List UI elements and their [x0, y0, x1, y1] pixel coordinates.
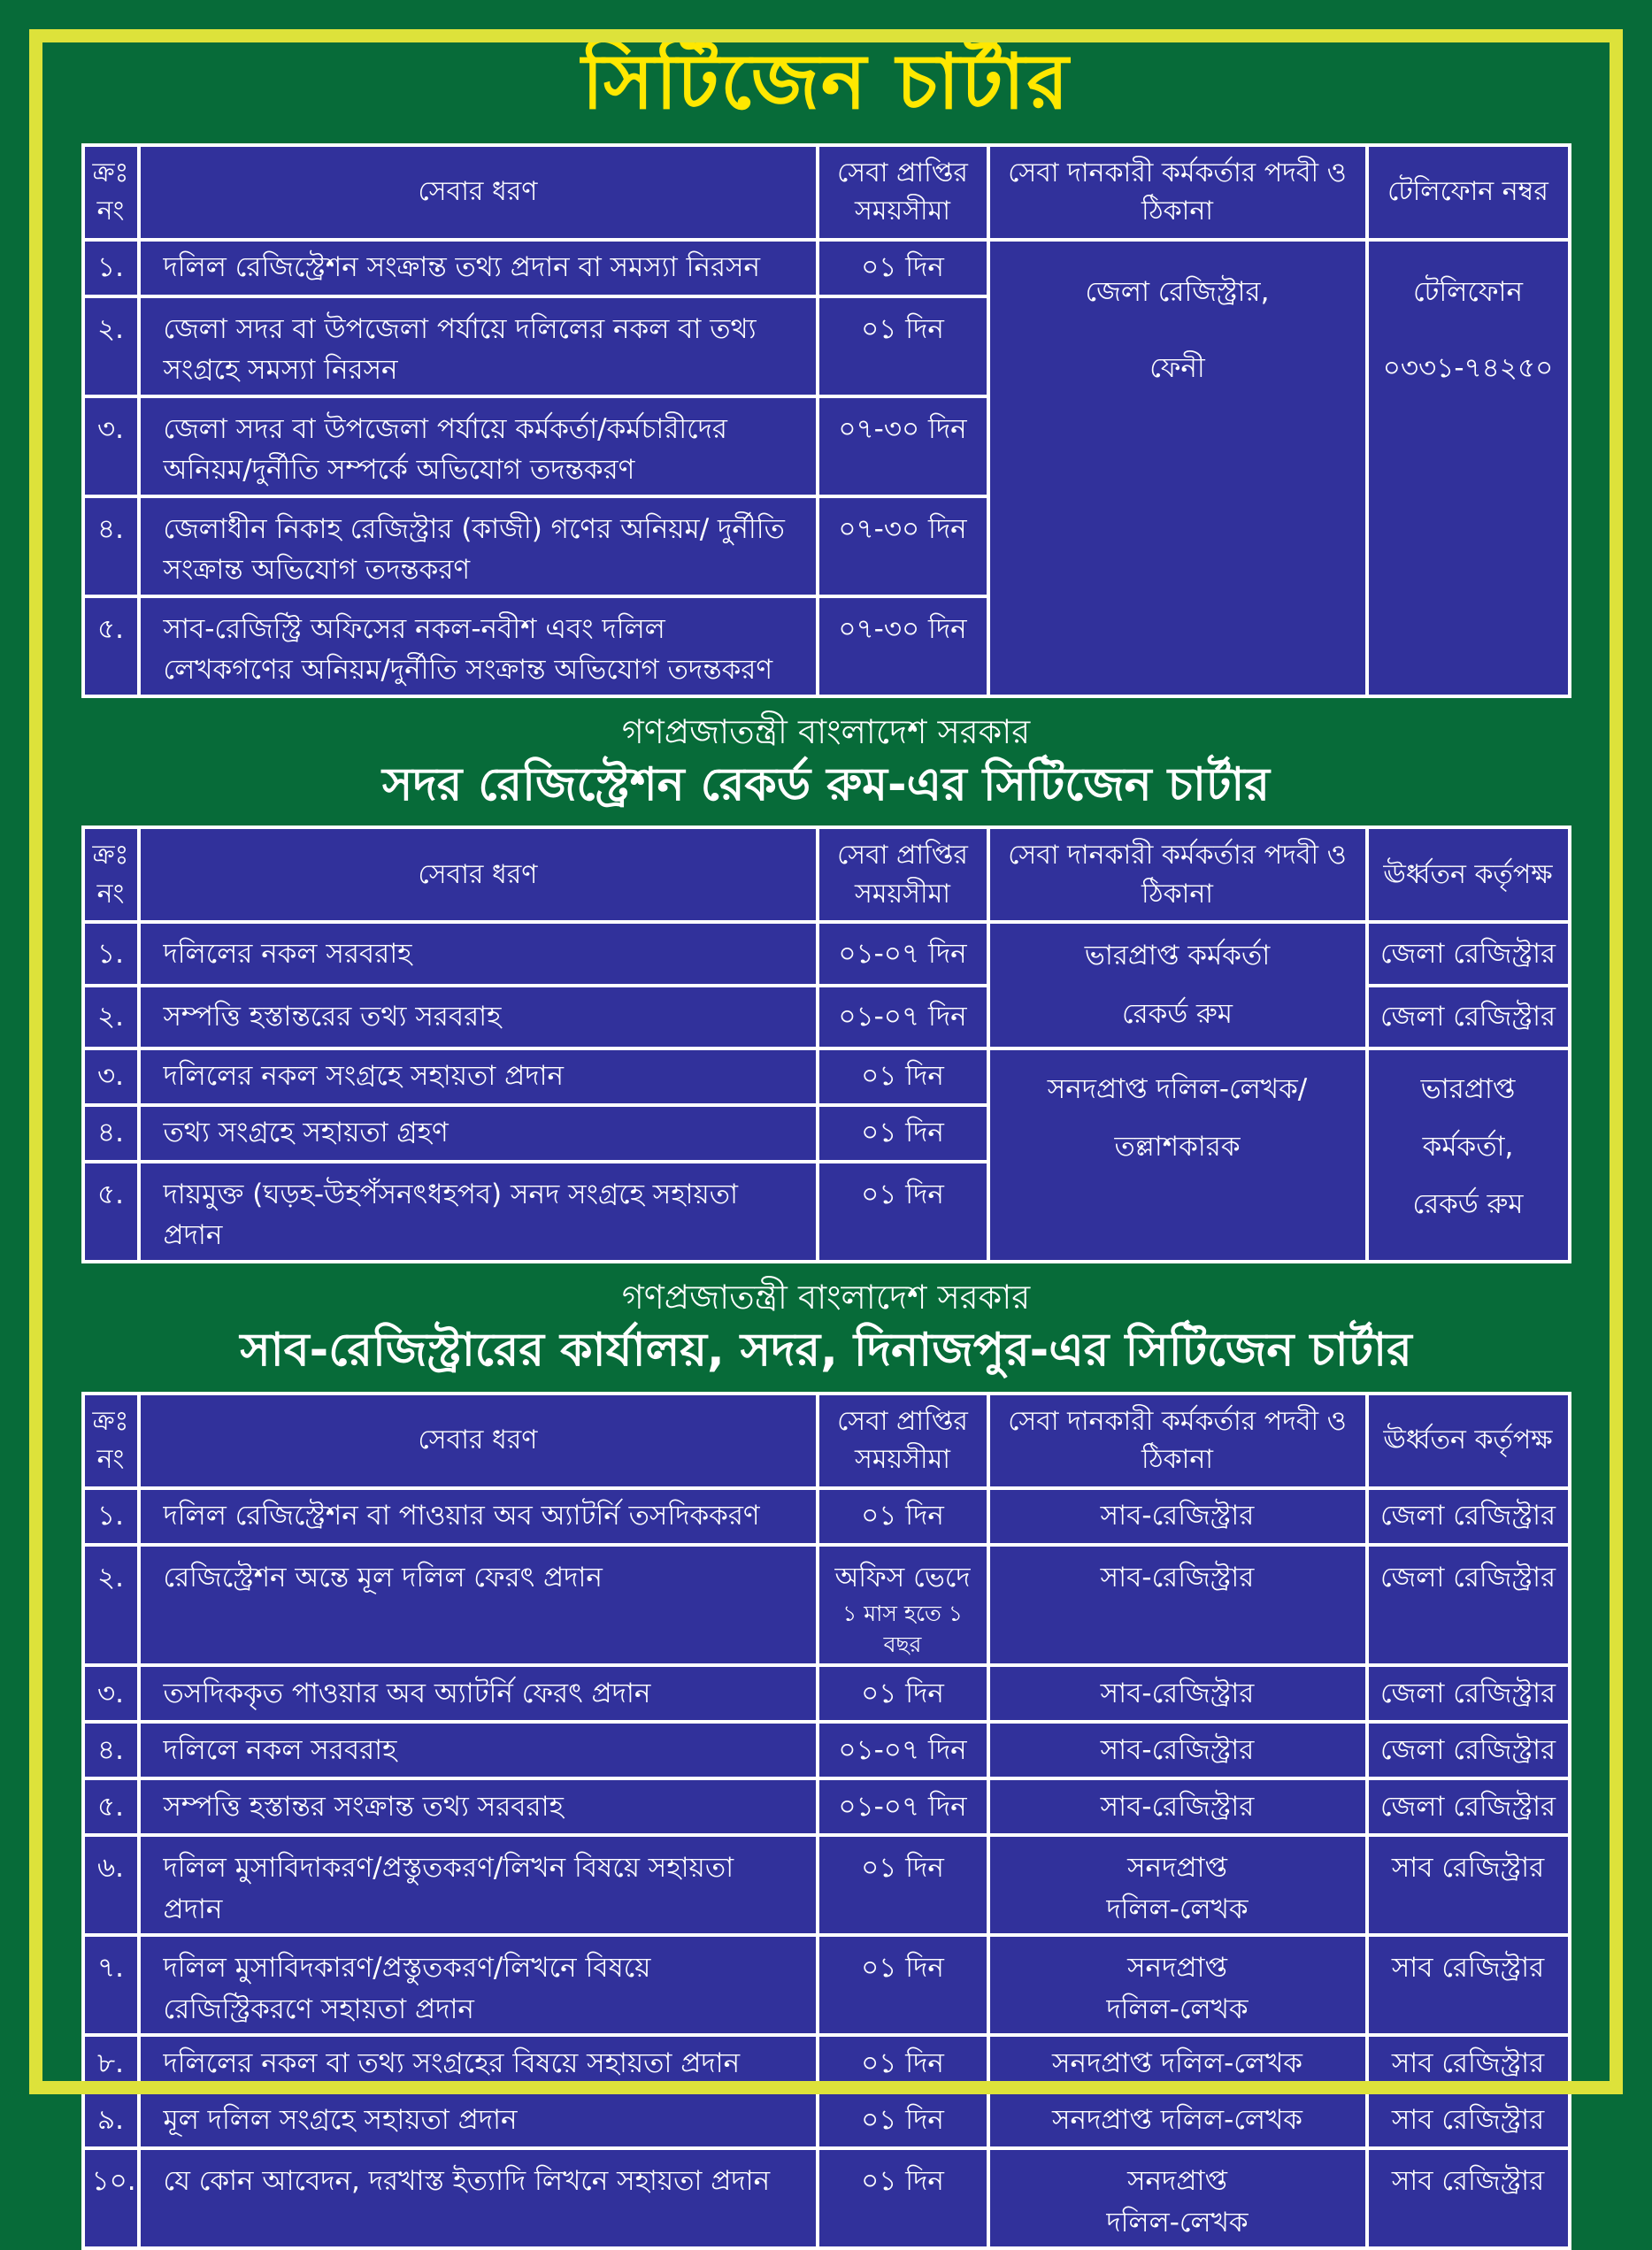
officer-cell: সনদপ্রাপ্ত দলিল-লেখক	[988, 2092, 1367, 2148]
page-title: সিটিজেন চার্টার	[581, 38, 1071, 127]
serial-cell: ২.	[83, 296, 139, 396]
time-cell: ০১-০৭ দিন	[818, 1778, 988, 1835]
time-cell: ০১ দিন	[818, 1935, 988, 2035]
officer-line1: সনদপ্রাপ্ত	[1127, 2165, 1227, 2198]
time-cell: ০৭-৩০ দিন	[818, 596, 988, 696]
serial-cell: ৬.	[83, 1835, 139, 1935]
authority-cell: জেলা রেজিস্ট্রার	[1367, 1545, 1570, 1666]
table-row	[83, 2092, 1570, 2148]
header-service-type: সেবার ধরণ	[139, 145, 818, 240]
service-cell: দলিল রেজিস্ট্রেশন সংক্রান্ত তথ্য প্রদান বা সমস্যা নিরসন	[139, 240, 818, 296]
officer-line1: জেলা রেজিস্ট্রার,	[1085, 275, 1270, 308]
serial-cell: ২.	[83, 1545, 139, 1666]
officer-line2: রেকর্ড রুম	[1122, 997, 1233, 1030]
officer-cell: সাব-রেজিস্ট্রার	[988, 1665, 1367, 1722]
header-service-type: সেবার ধরণ	[139, 1394, 818, 1488]
service-cell: সাব-রেজিস্ট্রি অফিসের নকল-নবীশ এবং দলিল লেখকগণের অনিয়ম/দুর্নীতি সংক্রান্ত অভিযোগ তদন্তকরণ	[139, 596, 818, 696]
table-header-row	[83, 1394, 1570, 1488]
time-cell: ০১ দিন	[818, 1488, 988, 1545]
service-cell: দলিল মুসাবিদাকরণ/প্রস্তুতকরণ/লিখন বিষয়ে সহায়তা প্রদান	[139, 1835, 818, 1935]
serial-cell: ৩.	[83, 396, 139, 496]
service-cell: দলিলের নকল সরবরাহ	[139, 922, 818, 985]
officer-line2: তল্লাশকারক	[1114, 1130, 1241, 1163]
table-row	[83, 2035, 1570, 2092]
table-row	[83, 1935, 1570, 2035]
service-cell: দলিলের নকল সংগ্রহে সহায়তা প্রদান	[139, 1048, 818, 1105]
officer-cell: সাব-রেজিস্ট্রার	[988, 1545, 1367, 1666]
service-cell: দলিল মুসাবিদকারণ/প্রস্তুতকরণ/লিখনে বিষয়ে রেজিস্ট্রিকরণে সহায়তা প্রদান	[139, 1935, 818, 2035]
telephone-span-cell	[1367, 240, 1570, 696]
authority-cell: জেলা রেজিস্ট্রার	[1367, 1665, 1570, 1722]
service-cell: রেজিস্ট্রেশন অন্তে মূল দলিল ফেরৎ প্রদান	[139, 1545, 818, 1666]
time-cell: ০৭-৩০ দিন	[818, 496, 988, 596]
header-officer-designation: সেবা দানকারী কর্মকর্তার পদবী ও ঠিকানা	[988, 827, 1367, 922]
table-record-room	[81, 826, 1571, 1263]
serial-cell: ৩.	[83, 1048, 139, 1105]
section-sub-registrar-heading	[0, 1276, 1652, 1381]
authority-cell: জেলা রেজিস্ট্রার	[1367, 986, 1570, 1048]
service-cell: সম্পত্তি হস্তান্তর সংক্রান্ত তথ্য সরবরাহ	[139, 1778, 818, 1835]
serial-cell: ৯.	[83, 2092, 139, 2148]
time-cell: ০১ দিন	[818, 1835, 988, 1935]
service-cell: জেলা সদর বা উপজেলা পর্যায়ে দলিলের নকল বা তথ্য সংগ্রহে সমস্যা নিরসন	[139, 296, 818, 396]
service-cell: দলিলে নকল সরবরাহ	[139, 1722, 818, 1778]
header-higher-authority: ঊর্ধ্বতন কর্তৃপক্ষ	[1367, 1394, 1570, 1488]
time-line2: ১ মাস হতে ১ বছর	[842, 1601, 963, 1658]
serial-cell: ৮.	[83, 2035, 139, 2092]
table-row	[83, 1488, 1570, 1545]
service-cell: দায়মুক্ত (ঘড়হ-উহপঁসনৎধহপব) সনদ সংগ্রহে সহায়তা প্রদান	[139, 1162, 818, 1262]
time-cell: ০১ দিন	[818, 1162, 988, 1262]
officer-line1: সনদপ্রাপ্ত	[1127, 1852, 1227, 1885]
serial-cell: ৪.	[83, 496, 139, 596]
service-cell: তসদিককৃত পাওয়ার অব অ্যাটর্নি ফেরৎ প্রদান	[139, 1665, 818, 1722]
time-cell	[818, 1545, 988, 1666]
time-cell: ০১-০৭ দিন	[818, 986, 988, 1048]
govt-line: গণপ্রজাতন্ত্রী বাংলাদেশ সরকার	[621, 711, 1031, 751]
header-service-time: সেবা প্রাপ্তির সময়সীমা	[818, 1394, 988, 1488]
serial-cell: ২.	[83, 986, 139, 1048]
header-higher-authority: ঊর্ধ্বতন কর্তৃপক্ষ	[1367, 827, 1570, 922]
time-cell: ০১ দিন	[818, 2148, 988, 2248]
serial-cell: ৫.	[83, 1162, 139, 1262]
table-row	[83, 240, 1570, 296]
time-cell: ০১ দিন	[818, 1665, 988, 1722]
service-cell: তথ্য সংগ্রহে সহায়তা গ্রহণ	[139, 1105, 818, 1162]
table-row	[83, 1778, 1570, 1835]
officer-line1: সনদপ্রাপ্ত দলিল-লেখক/	[1047, 1072, 1308, 1105]
time-cell: ০১ দিন	[818, 296, 988, 396]
service-cell: জেলা সদর বা উপজেলা পর্যায়ে কর্মকর্তা/কর্মচারীদের অনিয়ম/দুর্নীতি সম্পর্কে অভিযোগ তদন্তকরণ	[139, 396, 818, 496]
time-cell: ০১ দিন	[818, 2092, 988, 2148]
govt-line: গণপ্রজাতন্ত্রী বাংলাদেশ সরকার	[621, 1277, 1031, 1317]
officer-span-cell	[988, 1048, 1367, 1262]
table-district-registrar	[81, 143, 1571, 698]
table-row	[83, 1665, 1570, 1722]
time-cell: ০৭-৩০ দিন	[818, 396, 988, 496]
header-service-type: সেবার ধরণ	[139, 827, 818, 922]
officer-cell	[988, 2148, 1367, 2248]
time-cell: ০১-০৭ দিন	[818, 922, 988, 985]
authority-cell: সাব রেজিস্ট্রার	[1367, 2035, 1570, 2092]
time-cell: ০১ দিন	[818, 2035, 988, 2092]
authority-span-cell	[1367, 1048, 1570, 1262]
service-cell: দলিলের নকল বা তথ্য সংগ্রহের বিষয়ে সহায়তা প্রদান	[139, 2035, 818, 2092]
authority-line2: রেকর্ড রুম	[1412, 1187, 1524, 1220]
serial-cell: ৭.	[83, 1935, 139, 2035]
service-cell: মূল দলিল সংগ্রহে সহায়তা প্রদান	[139, 2092, 818, 2148]
telephone-line1: টেলিফোন	[1412, 275, 1524, 308]
table-sub-registrar-office	[81, 1392, 1571, 2250]
table-row	[83, 922, 1570, 985]
service-cell: দলিল রেজিস্ট্রেশন বা পাওয়ার অব অ্যাটর্নি তসদিককরণ	[139, 1488, 818, 1545]
serial-cell: ৪.	[83, 1722, 139, 1778]
section-title: সাব-রেজিস্ট্রারের কার্যালয়, সদর, দিনাজপুর-এর সিটিজেন চার্টার	[240, 1324, 1412, 1378]
header-service-time: সেবা প্রাপ্তির সময়সীমা	[818, 827, 988, 922]
header-officer-designation: সেবা দানকারী কর্মকর্তার পদবী ও ঠিকানা	[988, 145, 1367, 240]
service-cell: যে কোন আবেদন, দরখাস্ত ইত্যাদি লিখনে সহায়তা প্রদান	[139, 2148, 818, 2248]
authority-cell: জেলা রেজিস্ট্রার	[1367, 922, 1570, 985]
serial-cell: ৫.	[83, 596, 139, 696]
table-row	[83, 1545, 1570, 1666]
officer-cell: সনদপ্রাপ্ত দলিল-লেখক	[988, 2035, 1367, 2092]
service-cell: জেলাধীন নিকাহ রেজিস্ট্রার (কাজী) গণের অনিয়ম/ দুর্নীতি সংক্রান্ত অভিযোগ তদন্তকরণ	[139, 496, 818, 596]
officer-line1: সনদপ্রাপ্ত	[1127, 1952, 1227, 1985]
serial-cell: ১.	[83, 1488, 139, 1545]
header-serial: ক্রঃ নং	[83, 145, 139, 240]
officer-line2: দলিল-লেখক	[1106, 1993, 1249, 2025]
serial-cell: ১০.	[83, 2148, 139, 2248]
serial-cell: ১.	[83, 922, 139, 985]
officer-cell	[988, 1835, 1367, 1935]
time-cell: ০১ দিন	[818, 1105, 988, 1162]
service-cell: সম্পত্তি হস্তান্তরের তথ্য সরবরাহ	[139, 986, 818, 1048]
officer-line1: ভারপ্রাপ্ত কর্মকর্তা	[1084, 940, 1271, 972]
time-cell: ০১ দিন	[818, 240, 988, 296]
authority-cell: জেলা রেজিস্ট্রার	[1367, 1778, 1570, 1835]
table-row	[83, 1835, 1570, 1935]
header-telephone: টেলিফোন নম্বর	[1367, 145, 1570, 240]
officer-cell: সাব-রেজিস্ট্রার	[988, 1722, 1367, 1778]
authority-cell: সাব রেজিস্ট্রার	[1367, 1835, 1570, 1935]
authority-cell: জেলা রেজিস্ট্রার	[1367, 1488, 1570, 1545]
authority-cell: সাব রেজিস্ট্রার	[1367, 1935, 1570, 2035]
header-serial: ক্রঃ নং	[83, 1394, 139, 1488]
header-service-time: সেবা প্রাপ্তির সময়সীমা	[818, 145, 988, 240]
header-officer-designation: সেবা দানকারী কর্মকর্তার পদবী ও ঠিকানা	[988, 1394, 1367, 1488]
officer-cell: সাব-রেজিস্ট্রার	[988, 1778, 1367, 1835]
header-serial: ক্রঃ নং	[83, 827, 139, 922]
table-header-row	[83, 827, 1570, 922]
section-record-room-heading	[0, 710, 1652, 816]
officer-span-cell	[988, 240, 1367, 696]
serial-cell: ১.	[83, 240, 139, 296]
officer-span-cell	[988, 922, 1367, 1048]
table-header-row	[83, 145, 1570, 240]
authority-cell: সাব রেজিস্ট্রার	[1367, 2148, 1570, 2248]
authority-line1: ভারপ্রাপ্ত কর্মকর্তা,	[1420, 1072, 1516, 1163]
officer-line2: দলিল-লেখক	[1106, 1893, 1249, 1925]
serial-cell: ৩.	[83, 1665, 139, 1722]
table-row	[83, 1722, 1570, 1778]
serial-cell: ৫.	[83, 1778, 139, 1835]
time-line1: অফিস ভেদে	[834, 1561, 971, 1593]
section-title: সদর রেজিস্ট্রেশন রেকর্ড রুম-এর সিটিজেন চার্টার	[382, 757, 1270, 811]
officer-cell: সাব-রেজিস্ট্রার	[988, 1488, 1367, 1545]
time-cell: ০১-০৭ দিন	[818, 1722, 988, 1778]
officer-line2: দলিল-লেখক	[1106, 2206, 1249, 2238]
time-cell: ০১ দিন	[818, 1048, 988, 1105]
table-row	[83, 2148, 1570, 2248]
authority-cell: জেলা রেজিস্ট্রার	[1367, 1722, 1570, 1778]
officer-line2: ফেনী	[1149, 352, 1205, 385]
officer-cell	[988, 1935, 1367, 2035]
serial-cell: ৪.	[83, 1105, 139, 1162]
table-row	[83, 1048, 1570, 1105]
authority-cell: সাব রেজিস্ট্রার	[1367, 2092, 1570, 2148]
telephone-line2: ০৩৩১-৭৪২৫০	[1382, 352, 1554, 385]
